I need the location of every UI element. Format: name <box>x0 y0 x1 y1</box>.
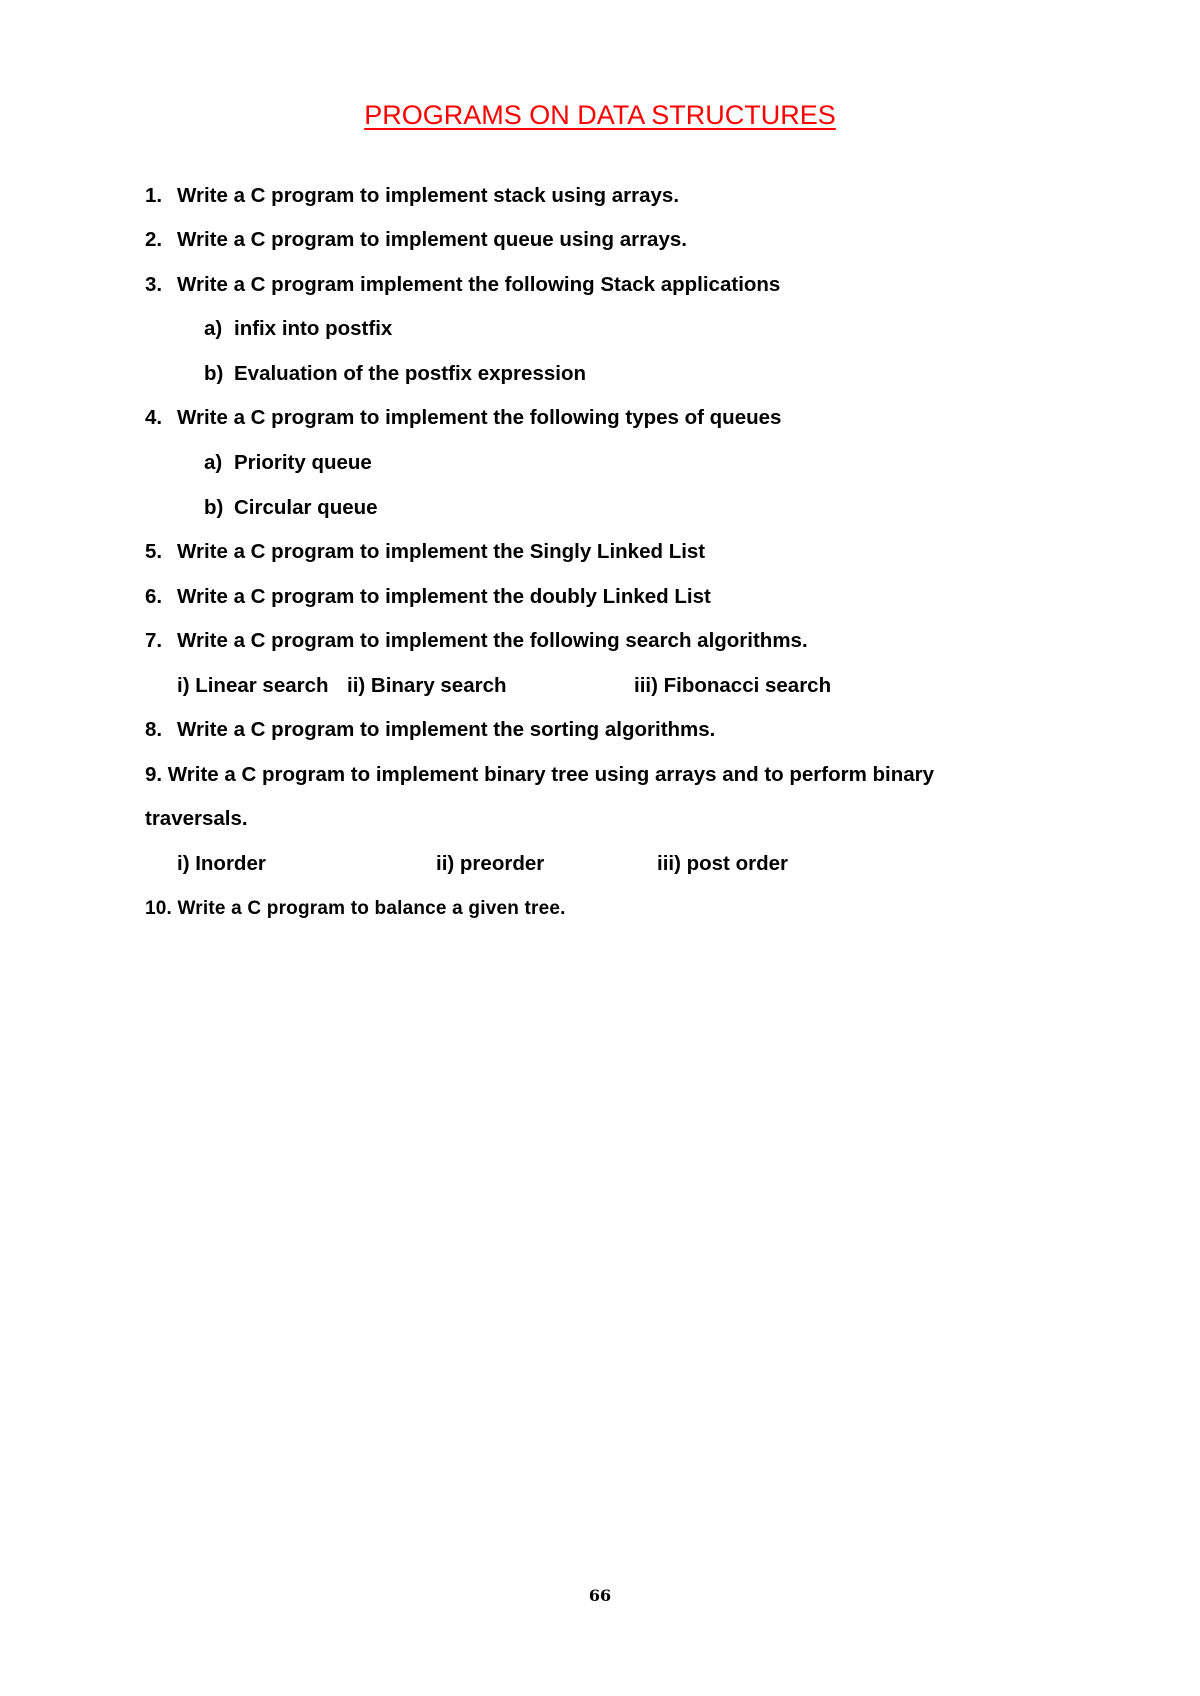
search-algorithm-1: i) Linear search <box>177 674 329 697</box>
sub-item-3b <box>204 361 586 387</box>
page-title: PROGRAMS ON DATA STRUCTURES <box>364 100 836 130</box>
sub-item-letter: b) <box>204 496 224 519</box>
list-item-3 <box>145 272 780 298</box>
item-number: 7. <box>145 629 163 652</box>
traversal-3: iii) post order <box>657 852 788 875</box>
sub-item-4a <box>204 450 372 476</box>
traversal-1: i) Inorder <box>177 852 266 875</box>
sub-item-letter: b) <box>204 362 224 385</box>
item-number: 2. <box>145 228 163 251</box>
item-text: Write a C program to implement queue using arrays. <box>177 228 687 251</box>
list-item-8 <box>145 717 715 743</box>
sub-item-letter: a) <box>204 317 223 340</box>
sub-item-text: Priority queue <box>234 451 372 474</box>
sub-item-text: Evaluation of the postfix expression <box>234 362 586 385</box>
list-item-4 <box>145 405 781 431</box>
sub-item-text: Circular queue <box>234 496 378 519</box>
item-text: Write a C program implement the following Stack applications <box>177 273 781 296</box>
list-item-10: 10. Write a C program to balance a given tree. <box>145 898 566 919</box>
list-item-1 <box>145 183 679 209</box>
list-item-2 <box>145 227 687 253</box>
item-number: 1. <box>145 184 163 207</box>
item-text: Write a C program to implement the doubly Linked List <box>177 585 711 608</box>
item-text: Write a C program to implement the Singly Linked List <box>177 540 706 563</box>
item-text: Write a C program to implement the following search algorithms. <box>177 629 808 652</box>
traversal-2: ii) preorder <box>436 852 545 875</box>
sub-item-4b <box>204 495 378 521</box>
item-number: 3. <box>145 273 163 296</box>
item-text: Write a C program to implement stack using arrays. <box>177 184 680 207</box>
item-number: 6. <box>145 585 163 608</box>
search-algorithm-2: ii) Binary search <box>347 674 507 697</box>
item-number: 5. <box>145 540 163 563</box>
list-item-7 <box>145 628 808 654</box>
list-item-5 <box>145 539 705 565</box>
sub-item-letter: a) <box>204 451 223 474</box>
sub-item-text: infix into postfix <box>234 317 393 340</box>
item-text: Write a C program to implement the following types of queues <box>177 406 782 429</box>
item-number: 4. <box>145 406 163 429</box>
search-algorithm-3: iii) Fibonacci search <box>634 674 832 697</box>
list-item-9-continuation: traversals. <box>145 807 248 830</box>
page-number: 66 <box>588 1586 612 1605</box>
list-item-9: 9. Write a C program to implement binary tree using arrays and to perform binary <box>145 763 935 786</box>
item-number: 8. <box>145 718 163 741</box>
item-text: Write a C program to implement the sorting algorithms. <box>177 718 716 741</box>
list-item-6 <box>145 584 711 610</box>
sub-item-3a <box>204 316 392 342</box>
